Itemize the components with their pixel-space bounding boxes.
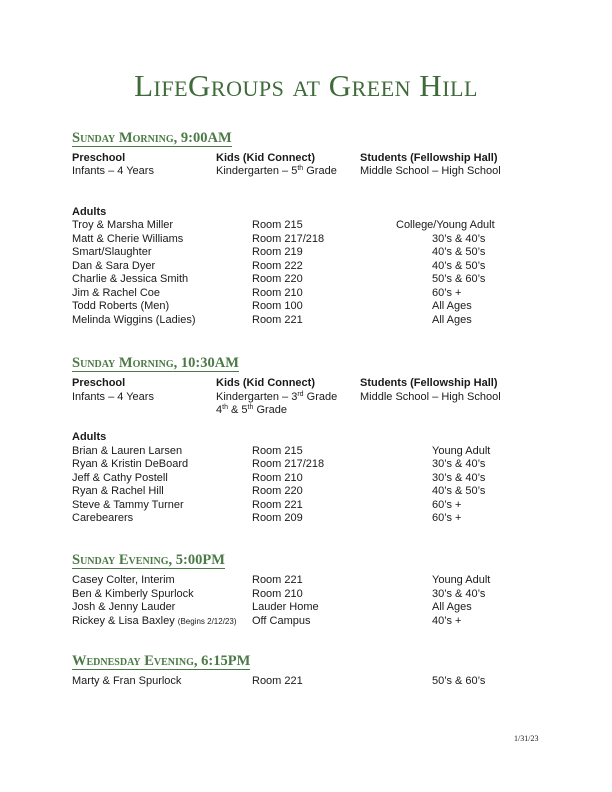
group-age: 60’s +	[432, 512, 462, 524]
group-room: Room 219	[252, 246, 303, 258]
group-room: Lauder Home	[252, 601, 319, 613]
students-value: Middle School – High School	[360, 165, 501, 177]
kids-value: Kindergarten – 3rd Grade	[216, 391, 338, 403]
group-room: Room 217/218	[252, 233, 325, 245]
section-heading-wednesday-615pm: Wednesday Evening, 6:15PM	[72, 653, 251, 669]
group-room: Room 220	[252, 485, 303, 497]
group-age: All Ages	[432, 601, 472, 613]
group-leader: Todd Roberts (Men)	[72, 300, 170, 312]
group-room: Room 210	[252, 287, 303, 299]
group-leader: Ryan & Rachel Hill	[72, 485, 164, 497]
group-room: Room 210	[252, 588, 303, 600]
students-label: Students (Fellowship Hall)	[360, 377, 498, 389]
group-leader: Casey Colter, Interim	[72, 574, 175, 586]
group-room: Room 210	[252, 472, 303, 484]
group-age: 30’s & 40’s	[432, 458, 486, 470]
group-age: All Ages	[432, 314, 472, 326]
group-age: 40’s +	[432, 615, 462, 627]
group-leader: Marty & Fran Spurlock	[72, 675, 182, 687]
group-leader: Brian & Lauren Larsen	[72, 445, 183, 457]
group-room: Room 221	[252, 574, 303, 586]
page-title: LifeGroups at Green Hill	[134, 68, 478, 103]
kids-value: Kindergarten – 5th Grade	[216, 165, 337, 177]
preschool-value: Infants – 4 Years	[72, 165, 154, 177]
group-age: College/Young Adult	[396, 219, 495, 231]
preschool-label: Preschool	[72, 377, 126, 389]
group-leader: Ben & Kimberly Spurlock	[72, 588, 194, 600]
group-age: 50’s & 60’s	[432, 675, 486, 687]
section-heading-sunday-9am: Sunday Morning, 9:00AM	[72, 130, 232, 146]
adults-label: Adults	[72, 206, 107, 218]
kids-label: Kids (Kid Connect)	[216, 377, 315, 389]
footer-date: 1/31/23	[514, 734, 539, 743]
group-leader: Jeff & Cathy Postell	[72, 472, 168, 484]
group-age: 60’s +	[432, 287, 462, 299]
group-room: Room 221	[252, 314, 303, 326]
kids-value-2: 4th & 5th Grade	[216, 404, 288, 416]
group-leader: Dan & Sara Dyer	[72, 260, 156, 272]
group-leader: Rickey & Lisa Baxley (Begins 2/12/23)	[72, 615, 237, 627]
group-age: 30’s & 40’s	[432, 588, 486, 600]
group-leader: Charlie & Jessica Smith	[72, 273, 189, 285]
group-age: 50’s & 60’s	[432, 273, 486, 285]
group-room: Room 217/218	[252, 458, 325, 470]
group-leader: Josh & Jenny Lauder	[72, 601, 176, 613]
group-leader: Smart/Slaughter	[72, 246, 152, 258]
kids-label: Kids (Kid Connect)	[216, 152, 315, 164]
preschool-label: Preschool	[72, 152, 126, 164]
group-leader: Steve & Tammy Turner	[72, 499, 184, 511]
section-heading-sunday-1030am: Sunday Morning, 10:30AM	[72, 355, 239, 371]
group-age: 40’s & 50’s	[432, 260, 486, 272]
group-leader: Troy & Marsha Miller	[72, 219, 174, 231]
group-leader: Melinda Wiggins (Ladies)	[72, 314, 196, 326]
group-leader: Carebearers	[72, 512, 134, 524]
preschool-value: Infants – 4 Years	[72, 391, 154, 403]
adults-label: Adults	[72, 431, 107, 443]
section-heading-sunday-5pm: Sunday Evening, 5:00PM	[72, 552, 225, 568]
group-room: Room 221	[252, 675, 303, 687]
group-room: Room 222	[252, 260, 303, 272]
group-age: Young Adult	[432, 445, 491, 457]
group-room: Room 209	[252, 512, 303, 524]
group-age: 60’s +	[432, 499, 462, 511]
students-value: Middle School – High School	[360, 391, 501, 403]
group-room: Room 100	[252, 300, 303, 312]
group-age: 40’s & 50’s	[432, 485, 486, 497]
group-room: Room 221	[252, 499, 303, 511]
group-room: Room 215	[252, 445, 303, 457]
group-age: Young Adult	[432, 574, 491, 586]
group-room: Room 220	[252, 273, 303, 285]
group-age: All Ages	[432, 300, 472, 312]
group-leader: Ryan & Kristin DeBoard	[72, 458, 189, 470]
group-leader: Jim & Rachel Coe	[72, 287, 161, 299]
group-leader: Matt & Cherie Williams	[72, 233, 184, 245]
group-age: 30’s & 40’s	[432, 472, 486, 484]
group-age: 40’s & 50’s	[432, 246, 486, 258]
group-room: Off Campus	[252, 615, 311, 627]
group-room: Room 215	[252, 219, 303, 231]
group-age: 30’s & 40’s	[432, 233, 486, 245]
start-date-note: (Begins 2/12/23)	[177, 617, 237, 626]
students-label: Students (Fellowship Hall)	[360, 152, 498, 164]
